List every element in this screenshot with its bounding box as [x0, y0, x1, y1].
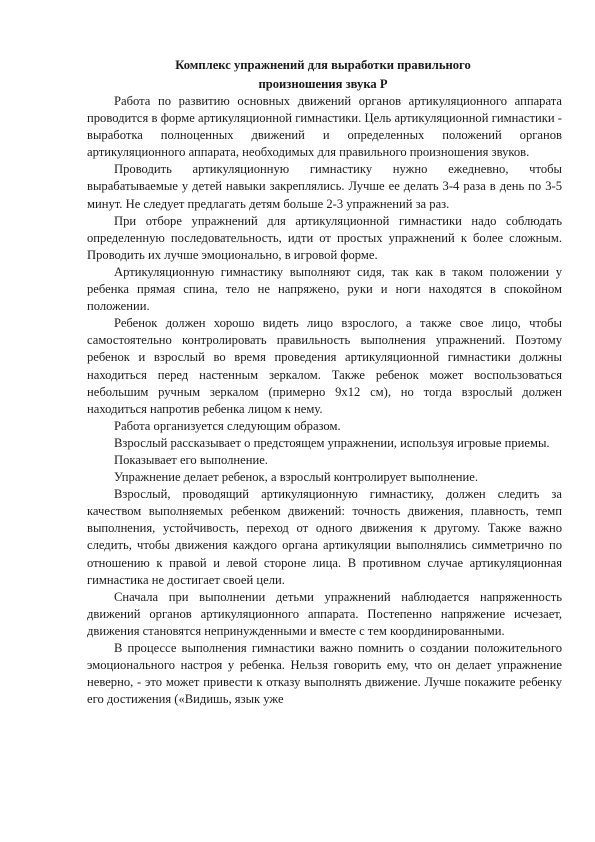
paragraph: Взрослый, проводящий артикуляционную гимнастику, должен следить за качеством выполняемых ребенком движений: точность движения, плавность, темп выполнения, устойчивость, переход от одного движения к другому. Также важно следить, чтобы движения каждого органа артикуляции выполнялись симметрично по отношению к правой и левой стороне лица. В противном случае артикуляционная гимнастика не достигает своей цели.	[87, 487, 562, 587]
document-title	[88, 56, 558, 94]
title-line-2: произношения звука Р	[258, 77, 388, 91]
title-line-1: Комплекс упражнений для выработки правильного	[175, 58, 471, 72]
paragraph: Взрослый рассказывает о предстоящем упражнении, используя игровые приемы.	[114, 435, 550, 450]
paragraph: Проводить артикуляционную гимнастику нужно ежедневно, чтобы вырабатываемые у детей навыки закреплялись. Лучше ее делать 3-4 раза в день по 3-5 минут. Не следует предлагать детям больше 2-3 упражнений за раз.	[87, 162, 562, 211]
paragraph: Артикуляционную гимнастику выполняют сидя, так как в таком положении у ребенка прямая спина, тело не напряжено, руки и ноги находятся в спокойном положении.	[87, 264, 562, 314]
paragraph: Упражнение делает ребенок, а взрослый контролирует выполнение.	[114, 470, 478, 485]
paragraph: Работа по развитию основных движений органов артикуляционного аппарата проводится в форме артикуляционной гимнастики. Цель артикуляционной гимнастики - выработка полноценных движений и определенных положений органов артикуляционного аппарата, необходимых для правильного произношения звуков.	[87, 94, 562, 160]
paragraph: В процессе выполнения гимнастики важно помнить о создании положительного эмоционального настроя у ребенка. Нельзя говорить ему, что он делает упражнение неверно, - это может привести к отказу выполнять движение. Лучше покажите ребенку его достижения («Видишь, язык уже	[87, 641, 562, 707]
paragraph: При отборе упражнений для артикуляционной гимнастики надо соблюдать определенную последовательность, идти от простых упражнений к более сложным. Проводить их лучше эмоционально, в игровой форме.	[87, 213, 562, 262]
paragraph: Работа организуется следующим образом.	[114, 418, 341, 433]
document-body	[87, 93, 562, 708]
paragraph: Показывает его выполнение.	[114, 452, 268, 467]
paragraph: Сначала при выполнении детьми упражнений наблюдается напряженность движений органов артикуляционного аппарата. Постепенно напряжение исчезает, движения становятся непринужденными и вместе с тем координированными.	[87, 589, 562, 638]
paragraph: Ребенок должен хорошо видеть лицо взрослого, а также свое лицо, чтобы самостоятельно контролировать правильность выполнения упражнений. Поэтому ребенок и взрослый во время проведения артикуляционной гимнастики должны находиться перед настенным зеркалом. Также ребенок может воспользоваться небольшим ручным зеркалом (примерно 9х12 см), но тогда взрослый должен находиться напротив ребенка лицом к нему.	[87, 316, 562, 416]
